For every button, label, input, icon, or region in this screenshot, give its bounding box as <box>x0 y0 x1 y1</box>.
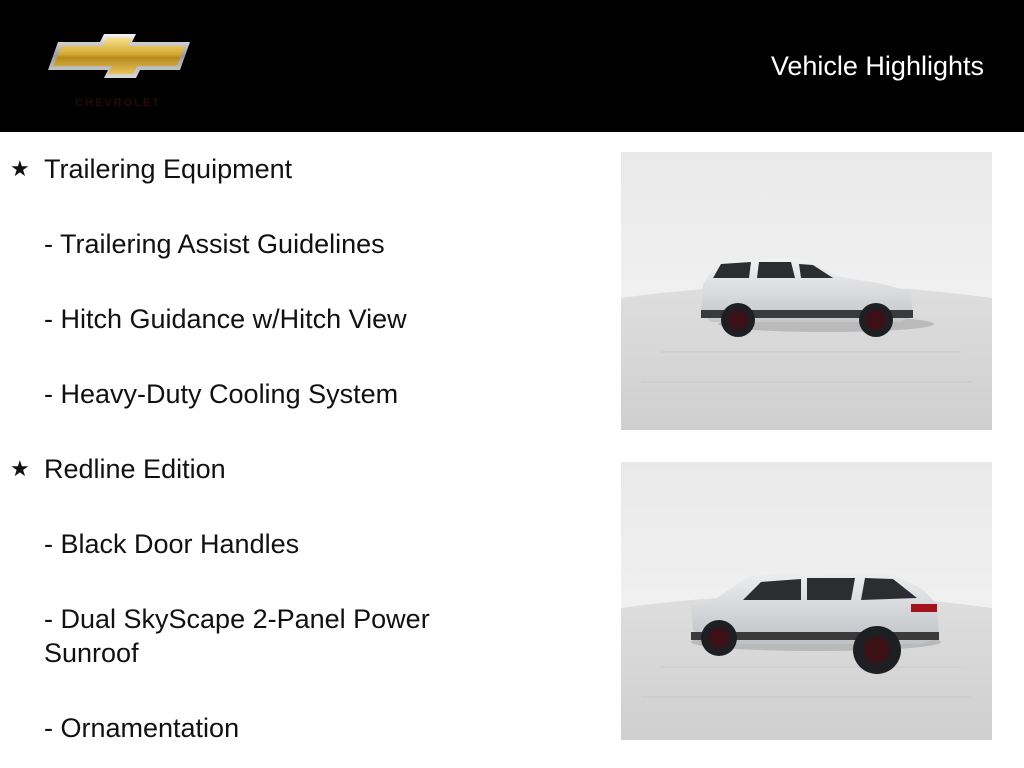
star-icon: ★ <box>10 156 30 181</box>
svg-text:CHEVROLET: CHEVROLET <box>75 97 161 109</box>
page-title: Vehicle Highlights <box>770 51 984 81</box>
feature-item: - Trailering Assist Guidelines <box>44 229 385 259</box>
feature-heading: Redline Edition <box>44 454 226 484</box>
feature-item: - Black Door Handles <box>44 529 300 559</box>
star-icon: ★ <box>10 456 30 481</box>
feature-item: - Dual SkyScape 2-Panel Power Sunroof <box>44 604 430 668</box>
chevrolet-bowtie-icon <box>44 34 192 114</box>
feature-item: - Heavy-Duty Cooling System <box>44 379 399 409</box>
feature-item: - Hitch Guidance w/Hitch View <box>44 304 407 334</box>
vehicle-photo-front-quarter <box>621 152 992 430</box>
chevrolet-logo <box>44 34 192 114</box>
feature-item: - Ornamentation <box>44 713 240 743</box>
feature-list <box>0 132 600 768</box>
feature-heading: Trailering Equipment <box>44 154 293 184</box>
header-bar <box>0 0 1024 132</box>
vehicle-photo-rear-quarter <box>621 462 992 740</box>
